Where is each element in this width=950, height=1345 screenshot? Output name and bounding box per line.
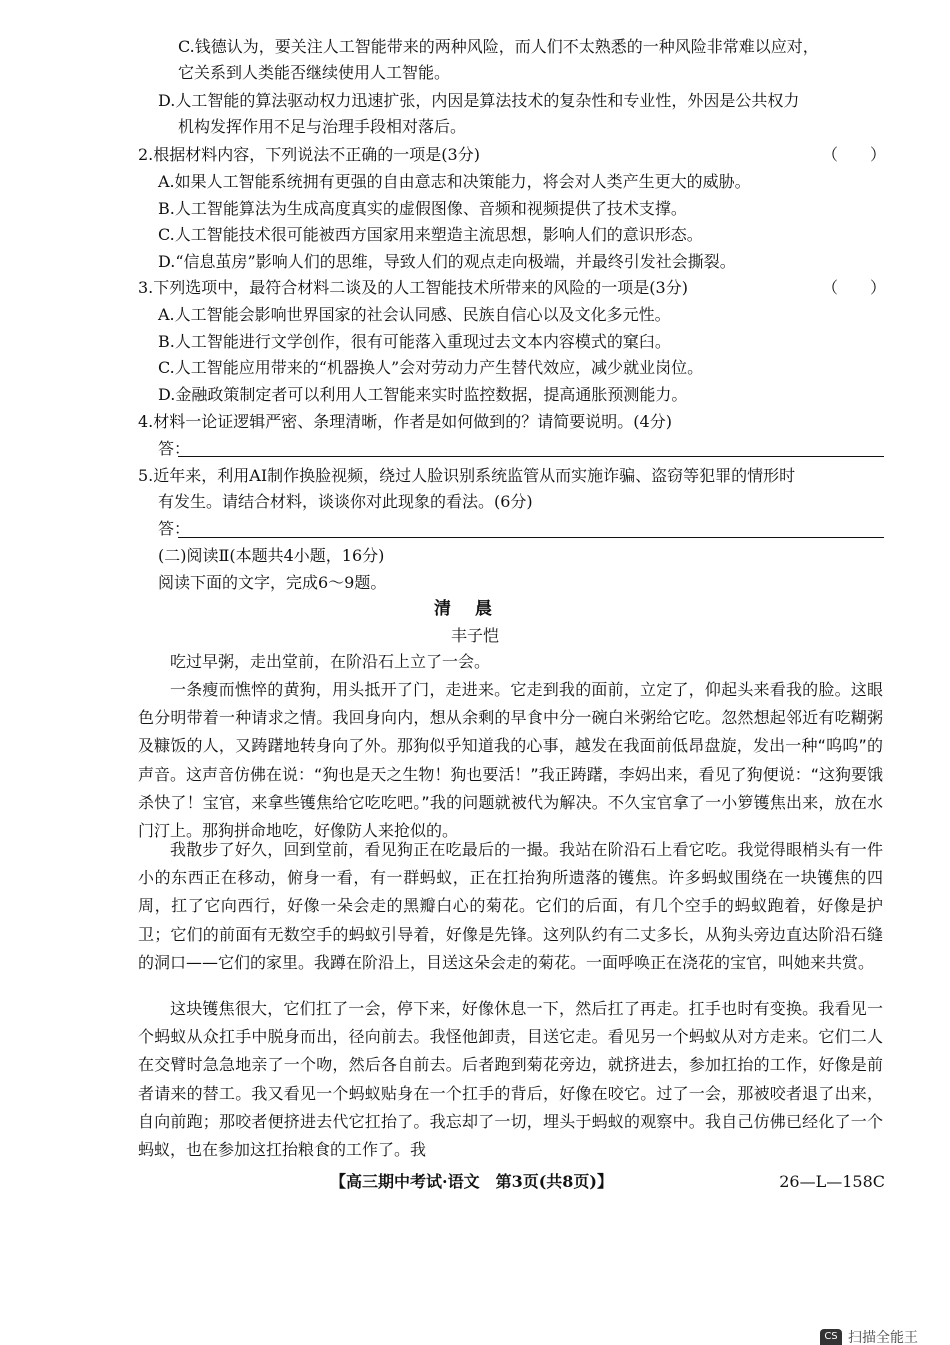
scanner-watermark-text: 扫描全能王 (848, 1330, 918, 1345)
q1-option-c-line2: 它关系到人类能否继续使用人工智能。 (178, 63, 451, 82)
scanner-watermark (820, 1323, 950, 1345)
question-4: 4.材料一论证逻辑严密、条理清晰，作者是如何做到的？请简要说明。(4分) (138, 412, 672, 431)
answer-label: 答： (158, 439, 191, 458)
q1-option-d-line1: D.人工智能的算法驱动权力迅速扩张，内因是算法技术的复杂性和专业性，外因是公共权力 (158, 91, 800, 110)
story-paragraph-2: 一条瘦而憔悴的黄狗，用头抵开了门，走进来。它走到我的面前，立定了，仰起头来看我的脸。这眼色分明带着一种请求之情。我回身向内，想从余剩的早食中分一碗白米粥给它吃。忽然想起邻近有吃糊粥及糠饭的人，又踌躇地转身向了外。那狗似乎知道我的心事，越发在我面前低昂盘旋，发出一种“呜呜”的声音。这声音仿佛在说：“狗也是天之生物！狗也要活！”我正踌躇，李妈出来，看见了狗便说：“这狗要饿杀快了！宝官，来拿些镬焦给它吃吃吧。”我的问题就被代为解决。不久宝官拿了一小箩镬焦出来，放在水门汀上。那狗拼命地吃，好像防人来抢似的。 (138, 680, 883, 841)
story-paragraph-3: 我散步了好久，回到堂前，看见狗正在吃最后的一撮。我站在阶沿石上看它吃。我觉得眼梢头有一件小的东西正在移动，俯身一看，有一群蚂蚁，正在扛抬狗所遗落的镬焦。许多蚂蚁围绕在一块镬焦的四周，扛了它向西行，好像一朵会走的黑瓣白心的菊花。它们的后面，有几个空手的蚂蚁跑着，好像是护卫；它们的前面有无数空手的蚂蚁引导着，好像是先锋。这列队约有二丈多长，从狗头旁边直达阶沿石缝的洞口——它们的家里。我蹲在阶沿上，目送这朵会走的菊花。一面呼唤正在浇花的宝官，叫她来共赏。 (138, 840, 883, 972)
footer-code: 26—L—158C (779, 1172, 885, 1191)
page-footer (330, 1170, 885, 1194)
answer-label: 答： (158, 519, 191, 538)
q2-option-a: A.如果人工智能系统拥有更强的自由意志和决策能力，将会对人类产生更大的威胁。 (158, 172, 751, 191)
question-5-line1: 5.近年来，利用AI制作换脸视频，绕过人脸识别系统监管从而实施诈骗、盗窃等犯罪的情形时 (138, 466, 796, 485)
reading-instruction: 阅读下面的文字，完成6～9题。 (158, 573, 387, 592)
answer-line (178, 456, 884, 457)
answer-bracket: （ ） (821, 278, 886, 297)
question-2: 2.根据材料内容，下列说法不正确的一项是(3分) (138, 145, 480, 164)
q2-option-c: C.人工智能技术很可能被西方国家用来塑造主流思想，影响人们的意识形态。 (158, 225, 703, 244)
section-heading: (二)阅读Ⅱ(本题共4小题，16分) (158, 546, 385, 565)
q1-option-c-line1: C.钱德认为，要关注人工智能带来的两种风险，而人们不太熟悉的一种风险非常难以应对， (178, 37, 819, 56)
q3-option-c: C.人工智能应用带来的“机器换人”会对劳动力产生替代效应，减少就业岗位。 (158, 358, 704, 377)
footer-page-info: 【高三期中考试·语文 第3页(共8页)】 (330, 1172, 613, 1191)
question-5-line2: 有发生。请结合材料，谈谈你对此现象的看法。(6分) (158, 492, 533, 511)
q2-option-d: D.“信息茧房”影响人们的思维，导致人们的观点走向极端，并最终引发社会撕裂。 (158, 252, 736, 271)
q3-option-b: B.人工智能进行文学创作，很有可能落入重现过去文本内容模式的窠臼。 (158, 332, 671, 351)
answer-line (178, 537, 884, 538)
question-3: 3.下列选项中，最符合材料二谈及的人工智能技术所带来的风险的一项是(3分) (138, 278, 688, 297)
q1-option-d-line2: 机构发挥作用不足与治理手段相对落后。 (178, 117, 467, 136)
story-title: 清晨 (434, 599, 516, 619)
story-author: 丰子恺 (450, 626, 499, 645)
story-paragraph-1: 吃过早粥，走出堂前，在阶沿石上立了一会。 (170, 652, 491, 671)
q3-option-d: D.金融政策制定者可以利用人工智能来实时监控数据，提高通胀预测能力。 (158, 385, 688, 404)
q3-option-a: A.人工智能会影响世界国家的社会认同感、民族自信心以及文化多元性。 (158, 305, 671, 324)
q2-option-b: B.人工智能算法为生成高度真实的虚假图像、音频和视频提供了技术支撑。 (158, 199, 687, 218)
answer-bracket: （ ） (821, 145, 886, 164)
scanner-logo-icon: CS (820, 1329, 842, 1345)
story-paragraph-4: 这块镬焦很大，它们扛了一会，停下来，好像休息一下，然后扛了再走。扛手也时有变换。我看见一个蚂蚁从众扛手中脱身而出，径向前去。我怪他卸责，目送它走。看见另一个蚂蚁从对方走来。它们二人在交臂时急急地亲了一个吻，然后各自前去。后者跑到菊花旁边，就挤进去，参加扛抬的工作，好像是前者请来的替工。我又看见一个蚂蚁贴身在一个扛手的背后，好像在咬它。过了一会，那被咬者退了出来，自向前跑；那咬者便挤进去代它扛抬了。我忘却了一切，埋头于蚂蚁的观察中。我自己仿佛已经化了一个蚂蚁，也在参加这扛抬粮食的工作了。我 (138, 999, 883, 1160)
